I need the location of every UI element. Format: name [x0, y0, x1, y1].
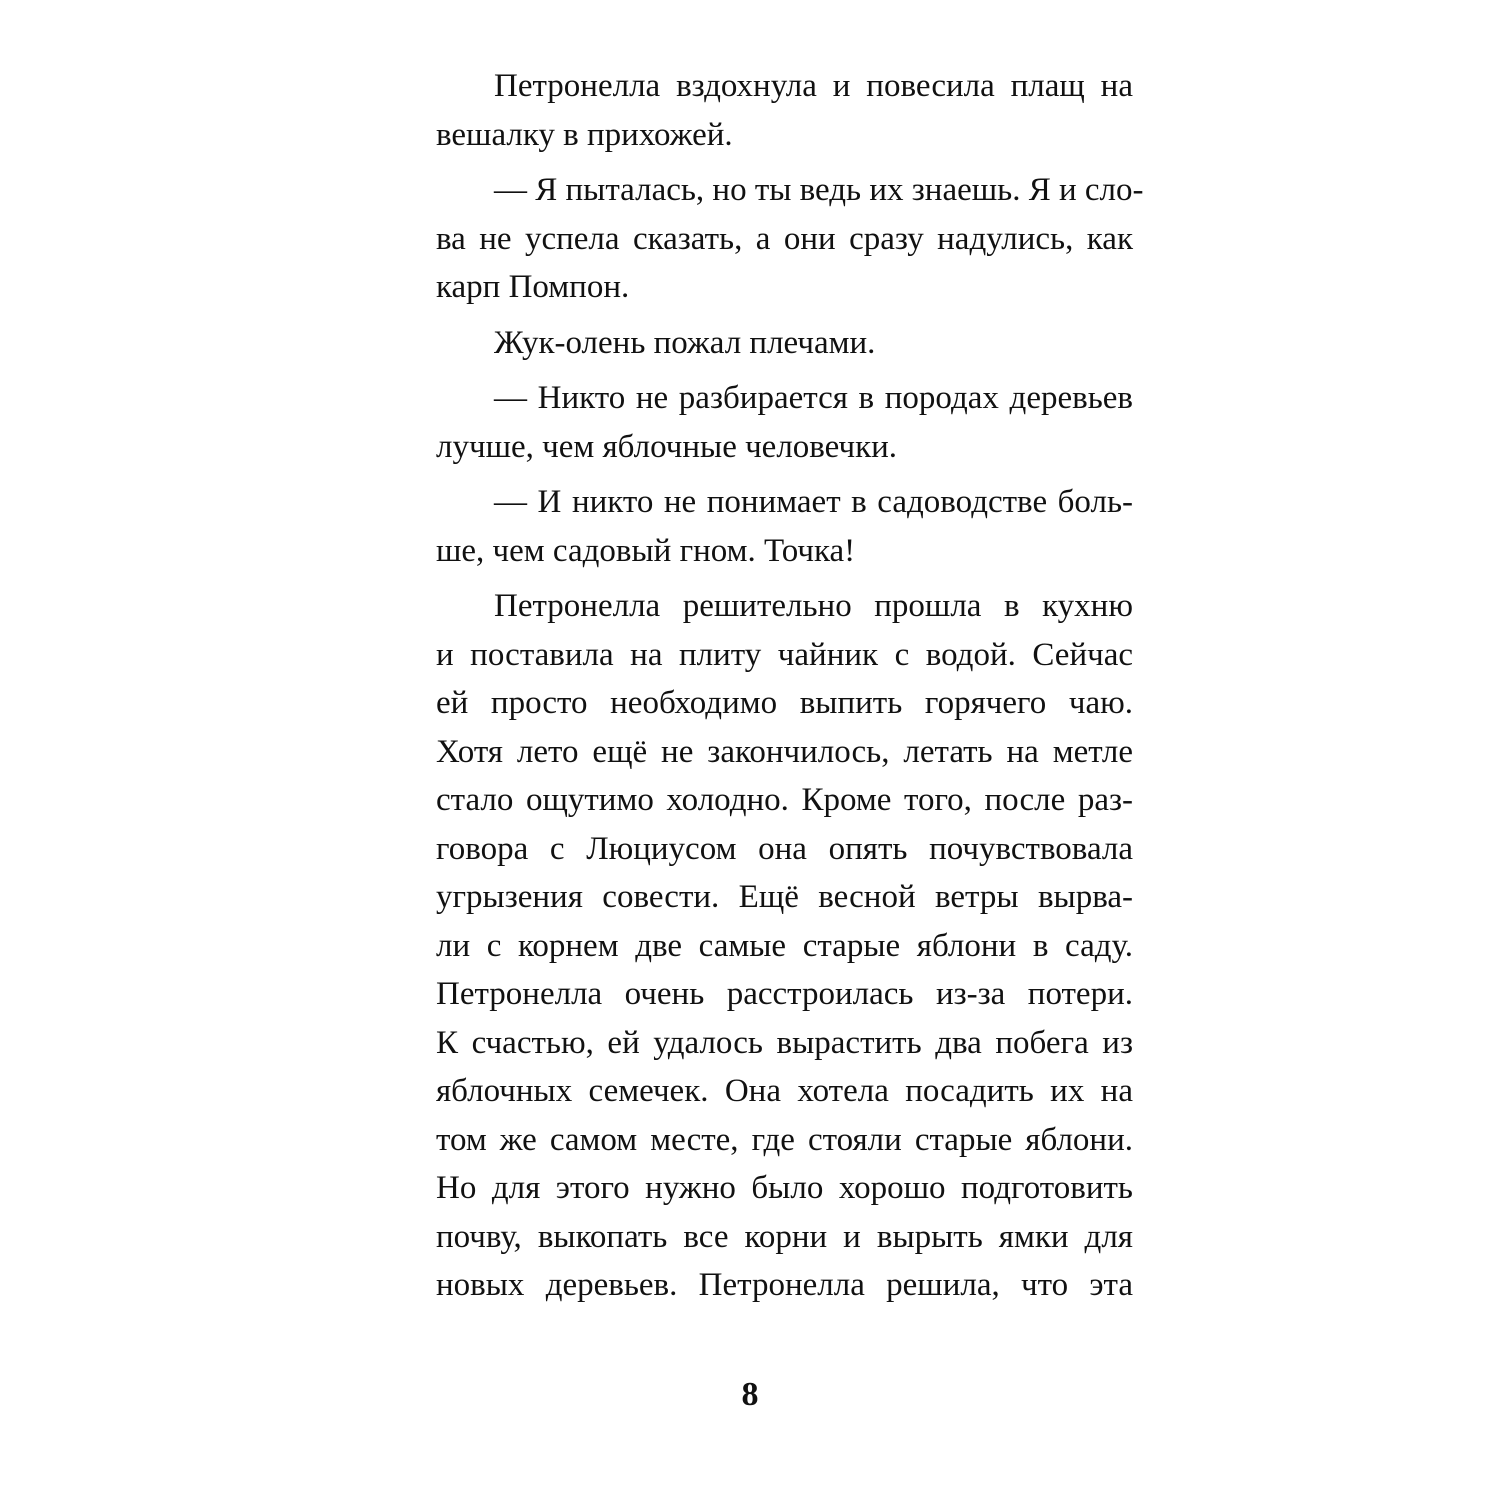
- paragraph: [378, 319, 1133, 368]
- text-line: ва не успела сказать, а они сразу надулись, как: [436, 220, 1133, 257]
- text-line: ше, чем садовый гном. Точка!: [436, 532, 856, 569]
- text-line: ей просто необходимо выпить горячего чаю.: [436, 685, 1133, 721]
- text-line: Петронелла решительно прошла в кухню: [494, 588, 1133, 624]
- text-line: стало ощутимо холодно. Кроме того, после раз-: [436, 782, 1133, 818]
- text-line: ли с корнем две самые старые яблони в саду.: [436, 927, 1133, 964]
- text-line: Жук-олень пожал плечами.: [494, 324, 876, 361]
- paragraph: [378, 478, 1133, 575]
- paragraph: [378, 62, 1133, 159]
- text-line: Но для этого нужно было хорошо подготовить: [436, 1170, 1133, 1206]
- text-line: говора с Люциусом она опять почувствовала: [436, 830, 1133, 867]
- text-line: вешалку в прихожей.: [436, 116, 733, 153]
- text-line: почву, выкопать все корни и вырыть ямки для: [436, 1218, 1133, 1255]
- text-line: и поставила на плиту чайник с водой. Сейчас: [436, 636, 1133, 673]
- text-line: том же самом месте, где стояли старые яблони.: [436, 1121, 1133, 1158]
- text-line: — И никто не понимает в садоводстве боль-: [494, 484, 1133, 520]
- text-line: карп Помпон.: [436, 269, 630, 305]
- text-line: яблочных семечек. Она хотела посадить их на: [436, 1073, 1133, 1109]
- text-line: К счастью, ей удалось вырастить два побега из: [436, 1024, 1133, 1061]
- text-line: новых деревьев. Петронелла решила, что эта: [436, 1267, 1133, 1303]
- text-line: Петронелла вздохнула и повесила плащ на: [494, 68, 1133, 104]
- book-page-text: [378, 62, 1144, 1310]
- paragraph: [378, 374, 1133, 471]
- text-line: лучше, чем яблочные человечки.: [436, 428, 898, 465]
- text-line: — Никто не разбирается в породах деревьев: [494, 380, 1133, 416]
- text-line: — Я пыталась, но ты ведь их знаешь. Я и сло-: [494, 172, 1144, 208]
- text-line: угрызения совести. Ещё весной ветры вырва-: [436, 879, 1133, 915]
- paragraph: [378, 166, 1144, 312]
- page-number: 8: [741, 1376, 759, 1413]
- text-line: Хотя лето ещё не закончилось, летать на метле: [436, 733, 1133, 770]
- paragraph: [378, 582, 1133, 1310]
- text-line: Петронелла очень расстроилась из-за потери.: [436, 976, 1133, 1012]
